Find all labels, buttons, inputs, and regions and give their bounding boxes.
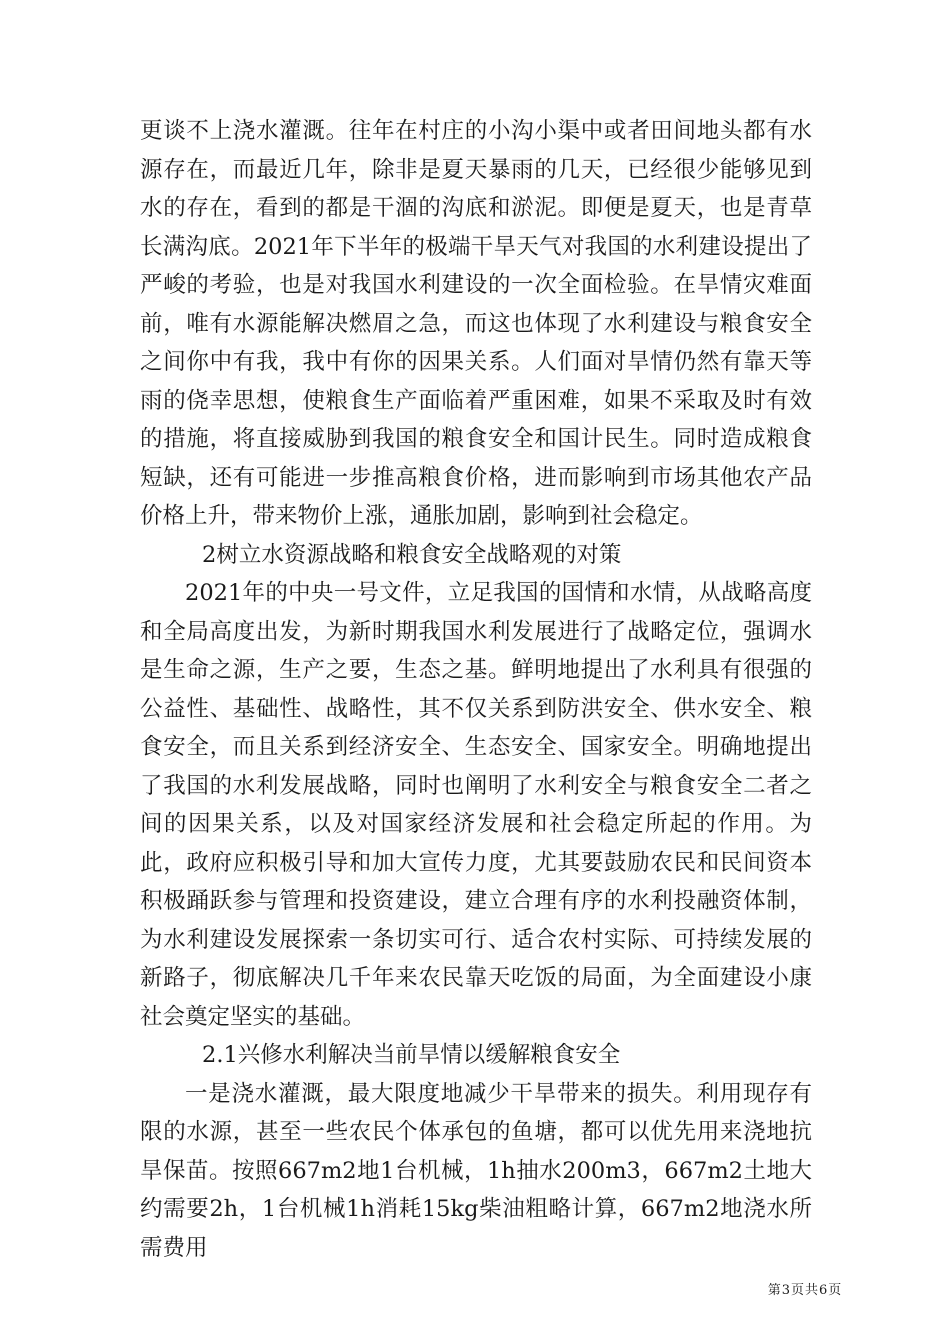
section-heading-2: 2树立水资源战略和粮食安全战略观的对策 bbox=[202, 541, 622, 568]
page-footer bbox=[0, 1279, 950, 1298]
paragraph-drought-impact: 更谈不上浇水灌溉。往年在村庄的小沟小渠中或者田间地头都有水源存在，而最近几年，除非是夏天暴雨的几天，已经很少能够见到水的存在，看到的都是干涸的沟底和淤泥。即便是夏天，也是青草长满沟底。2021年下半年的极端干旱天气对我国的水利建设提出了严峻的考验，也是对我国水利建设的一次全面检验。在旱情灾难面前，唯有水源能解决燃眉之急，而这也体现了水利建设与粮食安全之间你中有我，我中有你的因果关系。人们面对旱情仍然有靠天等雨的侥幸思想，使粮食生产面临着严重困难，如果不采取及时有效的措施，将直接威胁到我国的粮食安全和国计民生。同时造成粮食短缺，还有可能进一步推高粮食价格，进而影响到市场其他农产品价格上升，带来物价上涨，通胀加剧，影响到社会稳定。 bbox=[140, 118, 812, 529]
section-heading-2-1: 2.1兴修水利解决当前旱情以缓解粮食安全 bbox=[202, 1042, 621, 1068]
paragraph-strategy: 2021年的中央一号文件，立足我国的国情和水情，从战略高度和全局高度出发，为新时期我国水利发展进行了战略定位，强调水是生命之源，生产之要，生态之基。鲜明地提出了水利具有很强的公益性、基础性、战略性，其不仅关系到防洪安全、供水安全、粮食安全，而且关系到经济安全、生态安全、国家安全。明确地提出了我国的水利发展战略，同时也阐明了水利安全与粮食安全二者之间的因果关系，以及对国家经济发展和社会稳定所起的作用。为此，政府应积极引导和加大宣传力度，尤其要鼓励农民和民间资本积极踊跃参与管理和投资建设，建立合理有序的水利投融资体制，为水利建设发展探索一条切实可行、适合农村实际、可持续发展的新路子，彻底解决几千年来农民靠天吃饭的局面，为全面建设小康社会奠定坚实的基础。 bbox=[140, 580, 812, 1030]
page-number-label: 第3页共6页 bbox=[767, 1283, 843, 1298]
paragraph-irrigation: 一是浇水灌溉，最大限度地减少干旱带来的损失。利用现存有限的水源，甚至一些农民个体承包的鱼塘，都可以优先用来浇地抗旱保苗。按照667m2地1台机械，1h抽水200m3，667m2土地大约需要2h，1台机械1h消耗15kg柴油粗略计算，667m2地浇水所需费用 bbox=[140, 1080, 812, 1261]
document-page bbox=[140, 112, 812, 1267]
